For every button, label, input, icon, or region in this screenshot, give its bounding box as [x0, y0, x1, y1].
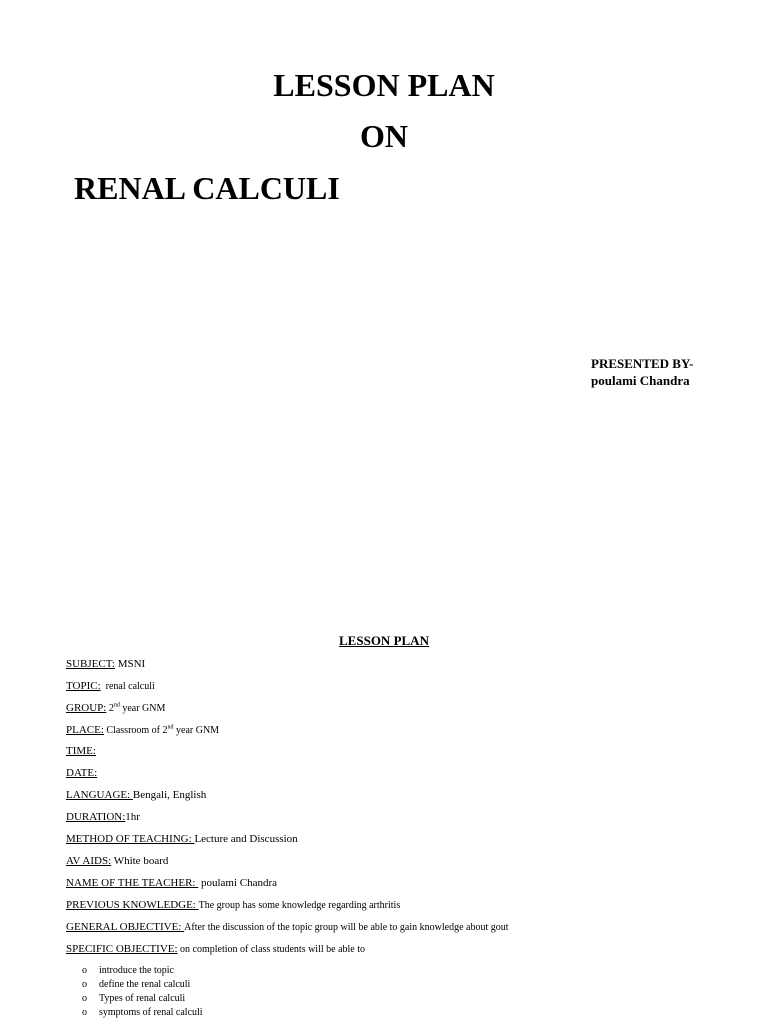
presented-by-label: PRESENTED BY- [591, 356, 694, 371]
objective-text: Types of renal calculi [99, 993, 186, 1004]
field-previous-knowledge [66, 898, 400, 913]
field-av-aids-label: AV AIDS: [66, 855, 112, 867]
field-place [66, 723, 219, 738]
field-method-label: METHOD OF TEACHING: [66, 833, 195, 845]
field-duration [66, 810, 140, 824]
field-language-value: Bengali, English [132, 789, 207, 801]
field-av-aids [66, 854, 168, 868]
presented-by [591, 355, 693, 389]
bullet-icon: o [82, 1007, 87, 1018]
lesson-plan-heading: LESSON PLAN [339, 633, 429, 648]
field-topic [66, 679, 155, 694]
field-method [66, 832, 298, 846]
field-place-value [104, 725, 219, 736]
field-group-value-sup: nd [113, 702, 120, 709]
list-item [82, 1006, 203, 1020]
field-method-value: Lecture and Discussion [194, 833, 298, 845]
list-item [82, 992, 203, 1006]
cover-title-line3: RENAL CALCULI [74, 170, 340, 206]
field-specific-objective [66, 942, 365, 957]
field-subject-label: SUBJECT: [66, 658, 115, 670]
field-previous-knowledge-label: PREVIOUS KNOWLEDGE: [66, 899, 199, 911]
field-general-objective-label: GENERAL OBJECTIVE: [66, 921, 185, 933]
bullet-icon: o [82, 965, 87, 976]
field-teacher-label: NAME OF THE TEACHER: [66, 877, 199, 889]
field-topic-label: TOPIC: [66, 680, 101, 692]
field-previous-knowledge-value: The group has some knowledge regarding arthritis [198, 900, 401, 911]
objective-text: symptoms of renal calculi [99, 1007, 203, 1018]
bullet-icon: o [82, 979, 87, 990]
specific-objectives-list [82, 964, 203, 1020]
field-group [66, 701, 165, 716]
objective-text: introduce the topic [99, 965, 174, 976]
field-group-value-number: 2 [106, 703, 114, 714]
field-language [66, 788, 206, 802]
field-teacher [66, 876, 277, 890]
field-language-label: LANGUAGE: [66, 789, 133, 801]
field-date [66, 766, 97, 780]
field-place-value-text: Classroom of 2 [103, 725, 168, 736]
field-date-label: DATE: [66, 767, 98, 779]
field-topic-value: renal calculi [100, 681, 155, 692]
field-group-value-text: year GNM [119, 703, 166, 714]
presenter-name: poulami Chandra [591, 373, 690, 388]
field-duration-value: 1hr [125, 811, 140, 823]
list-item [82, 978, 203, 992]
objective-text: define the renal calculi [99, 979, 191, 990]
cover-title-line1: LESSON PLAN [273, 67, 495, 103]
field-time [66, 744, 96, 758]
field-place-label: PLACE: [66, 724, 104, 736]
field-general-objective-value: After the discussion of the topic group will be able to gain knowledge about gout [184, 922, 509, 933]
field-place-value-sup: nd [167, 724, 174, 731]
field-general-objective [66, 920, 509, 935]
field-subject [66, 657, 145, 671]
field-group-label: GROUP: [66, 702, 107, 714]
field-teacher-value: poulami Chandra [198, 877, 278, 889]
list-item [82, 964, 203, 978]
field-av-aids-value: White board [111, 855, 169, 867]
field-specific-objective-label: SPECIFIC OBJECTIVE: [66, 943, 178, 955]
bullet-icon: o [82, 993, 87, 1004]
field-group-value [106, 703, 165, 714]
field-specific-objective-value: on completion of class students will be able to [177, 944, 366, 955]
field-time-label: TIME: [66, 745, 96, 757]
field-duration-label: DURATION: [66, 811, 126, 823]
cover-title-line2: ON [360, 118, 408, 154]
field-place-value-tail: year GNM [173, 725, 220, 736]
field-subject-value: MSNI [114, 658, 146, 670]
